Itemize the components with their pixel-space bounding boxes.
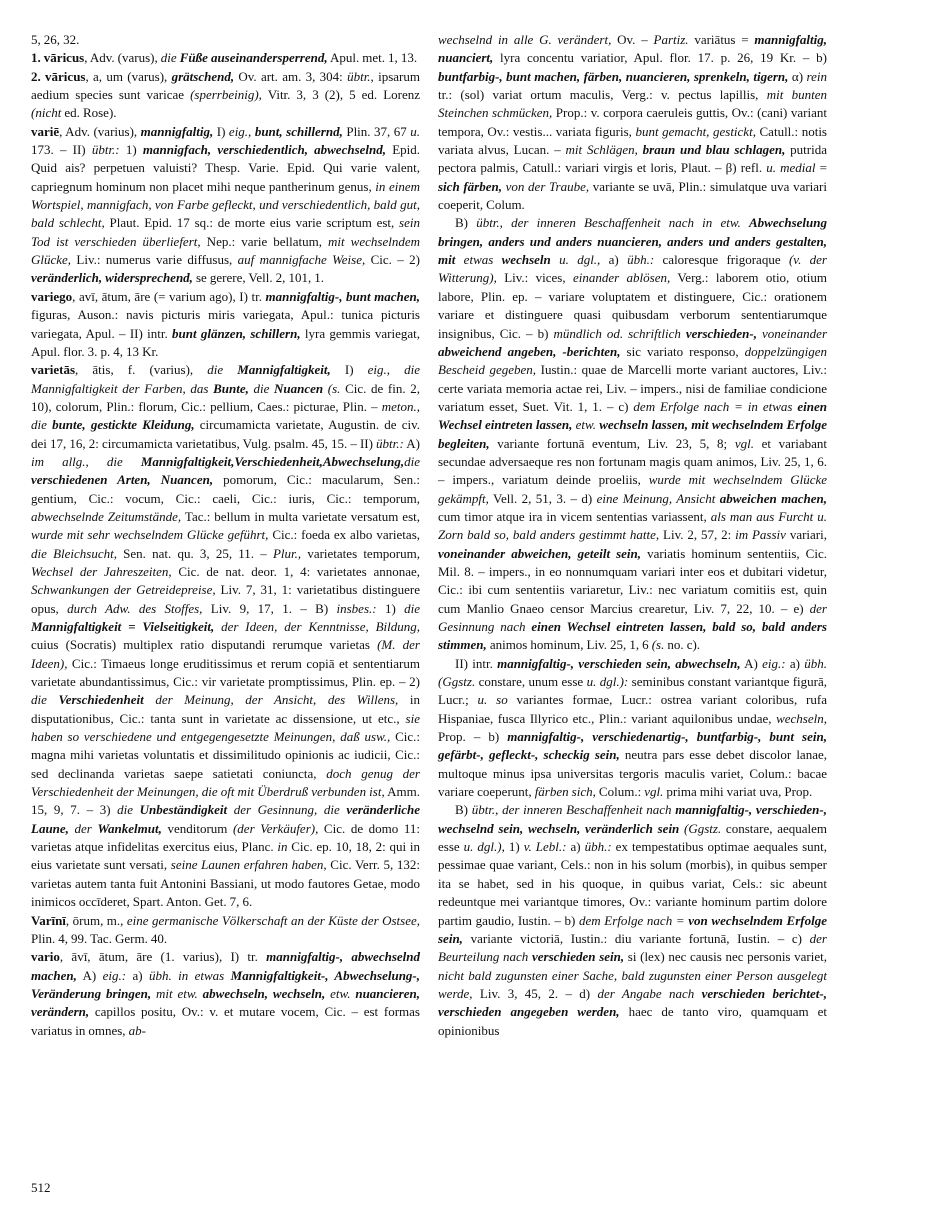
entry-paragraph: B) übtr., der inneren Beschaffenheit nach mannigfaltig-, verschieden-, wechselnd sein, wechseln, veränderlich sein (Ggstz. constare, aequalem esse u. dgl.), 1) v. Lebl.: a) übh.: ex tempestatibus optimae aequales sunt, pessimae quae variant, Cels.: non in his solum (morbis), in quibus semper ita se habet, sed in his quoque, in quibus variat, Cels.: sic abeunt redeuntque mei variantque timores, Ov.: variante hominum partim dolore partim gaudio, Iustin. – b) dem Erfolge nach = von wechselndem Erfolge sein, variante victoriā, Iustin.: diu variante fortunā, Iustin. – c) der Beurteilung nach verschieden sein, si (lex) nec causis nec personis variet, nicht bald zugunsten einer Sache, bald zugunsten einer Person ausgelegt werde, Liv. 3, 45, 2. – d) der Angabe nach verschieden berichtet-, verschieden angegeben werden, haec de tanto viro, quamquam et opinionibus (438, 802, 828, 1038)
dictionary-entry: variego, avī, ātum, āre (= varium ago), I) tr. mannigfaltig-, bunt machen, figuras, Auson.: navis picturis miris variegata, Apul.: tunica picturis variegata, Apul. – II) intr. bunt glänzen, schillern, lyra gemmis variegat, Apul. flor. 3. p. 4, 13 Kr. (31, 288, 420, 359)
entry-paragraph: 5, 26, 32. (31, 32, 80, 47)
entry-paragraph: II) intr. mannigfaltig-, verschieden sein, abwechseln, A) eig.: a) übh. (Ggstz. constare, unum esse u. dgl.): seminibus constant variantque figurā, Lucr.; u. so variantes formae, Lucr.: ostrea variant coloribus, rufa Hispaniae, fusca Illyrico etc., Plin.: variant aquilonibus undae, wechseln, Prop. – b) mannigfaltig-, verschiedenartig-, buntfarbig-, bunt sein, gefärbt-, gefleckt-, scheckig sein, neutra pars esse debet discolor lanae, multoque minus ipsa universitas tergoris maculis variet, Colum.: bacae variare coeperunt, färben sich, Colum.: vgl. prima mihi variat uva, Prop. (438, 655, 828, 800)
entry-paragraph: wechselnd in alle G. verändert, Ov. – Partiz. variātus = mannigfaltig, nuanciert, lyra concentu variatior, Apul. flor. 17. p. 26, 19 Kr. – b) buntfarbig-, bunt machen, färben, nuancieren, sprenkeln, tigern, α) rein tr.: (sol) variat ortum maculis, Verg.: v. pectus lapillis, mit bunten Steinchen schmücken, Prop.: v. corpora caeruleis guttis, Ov.: (cani) variant tempora, Ov.: vestis... variata figuris, bunt gemacht, gestickt, Catull.: notis variata alvus, Lucan. – mit Schlägen, braun und blau schlagen, putrida pectora palmis, Catull.: variari virgis et loris, Plaut. – β) refl. u. medial = sich färben, von der Traube, variante se uvā, Plin.: simulatque uva variari coeperit, Colum. (438, 32, 828, 213)
dictionary-entry: Varīnī, ōrum, m., eine germanische Völkerschaft an der Küste der Ostsee, Plin. 4, 99. Tac. Germ. 40. (31, 912, 420, 946)
dictionary-entry: 2. vāricus, a, um (varus), grätschend, Ov. art. am. 3, 304: übtr., ipsarum aedium species sunt varicae (sperrbeinig), Vitr. 3, 3 (2), 5 ed. Lorenz (nicht ed. Rose). (31, 68, 421, 121)
dictionary-entry: variē, Adv. (varius), mannigfaltig, I) eig., bunt, schillernd, Plin. 37, 67 u. 173. – II) übtr.: 1) mannigfach, verschiedentlich, abwechselnd, Epid. Quid ais? perpetuen valuisti? Thesp. Varie. Epid. Qui varie valent, capriegnum hominum non placet mihi neque pantherinum genus, in einem Wortspiel, mannigfach, von Farbe gefleckt, und verschiedentlich, bald gut, bald schlecht, Plaut. Epid. 17 sq.: de morte eius varie scriptum est, sein Tod ist verschieden überliefert, Nep.: varie bellatum, mit wechselndem Glücke, Liv.: numerus varie diffusus, auf mannigfache Weise, Cic. – 2) veränderlich, widersprechend, se gerere, Vell. 2, 101, 1. (31, 123, 421, 286)
page-number: 512 (31, 1180, 51, 1195)
entry-paragraph: B) übtr., der inneren Beschaffenheit nach in etw. Abwechselung bringen, anders und anders nuancieren, anders und anders gestalten, mit etwas wechseln u. dgl., a) übh.: caloresque frigoraque (v. der Witterung), Liv.: vices, einander ablösen, Verg.: laborem otio, otium labore, Plin. ep. – variare voluptatem et distinguere, Cic.: orationem variare et distinguere quasi quibusdam verborum sententiarumque insignibus, Cic. – b) mündlich od. schriftlich verschieden-, voneinander abweichend angeben, -berichten, sic variato responso, doppelzüngigen Bescheid gegeben, Iustin.: quae de Marcelli morte variant auctores, Liv.: certe variata memoria actae rei, Liv. – impers., nisi de familiae condicione variatum esset, Suet. Vit. 1, 1. – c) dem Erfolge nach = in etwas einen Wechsel eintreten lassen, etw. wechseln lassen, mit wechselndem Erfolge begleiten, variante fortunā eventum, Liv. 23, 5, 8; vgl. et variabant secundae adversaeque res non fortunam magis quam animos, Liv. 25, 1, 6. – impers., variatum deinde proeliis, wurde mit wechselndem Glücke gekämpft, Vell. 2, 51, 3. – d) eine Meinung, Ansicht abweichen machen, cum timor atque ira in vicem sententias variassent, als man aus Furcht u. Zorn bald so, bald anders gestimmt hatte, Liv. 2, 57, 2: im Passiv variari, voneinander abweichen, geteilt sein, variatis hominum sententiis, Cic. Mil. 8. – impers., in eo nonnumquam variari inter eos et dubitari videtur, Cic.: ibi cum sententiis variaretur, Liv.: nec variatum comitiis est, quin cum Manlio Gnaeo censor Marcius crearetur, Liv. 7, 22, 10. – e) der Gesinnung nach einen Wechsel eintreten lassen, bald so, bald anders stimmen, animos hominum, Liv. 25, 1, 6 (s. no. c). (438, 215, 828, 653)
dictionary-entry: 1. vāricus, Adv. (varus), die Füße auseinandersperrend, Apul. met. 1, 13. (31, 50, 418, 66)
right-column (438, 31, 827, 1040)
left-column (31, 31, 420, 1040)
dictionary-entry: varietās, ātis, f. (varius), die Mannigfaltigkeit, I) eig., die Mannigfaltigkeit der Farben, das Bunte, die Nuancen (s. Cic. de fin. 2, 10), colorum, Plin.: florum, Cic.: pellium, Caes.: picturae, Plin. – meton., die bunte, gestickte Kleidung, circumamicta varietate, Augustin. de civ. dei 17, 16, 2: circumamicta varietatibus, Vulg. psalm. 45, 15. – II) übtr.: A) im allg., die Mannigfaltigkeit,Verschiedenheit,Abwechselung,die verschiedenen Arten, Nuancen, pomorum, Cic.: macularum, Sen.: gentium, Cic.: vocum, Cic.: caeli, Cic.: iuris, Cic.: temporum, abwechselnde Zeitumstände, Tac.: bellum in multa varietate versatum est, wurde mit sehr wechselndem Glücke geführt, Cic.: foeda ex albo varietas, die Bleichsucht, Sen. nat. qu. 3, 25, 11. – Plur., varietates temporum, Wechsel der Jahreszeiten, Cic. de nat. deor. 1, 4: varietates annonae, Schwankungen der Getreidepreise, Liv. 7, 31, 1: varietatibus distinguere opus, durch Adw. des Stoffes, Liv. 9, 17, 1. – B) insbes.: 1) die Mannigfaltigkeit = Vielseitigkeit, der Ideen, der Kenntnisse, Bildung, cuius (Socratis) multiplex ratio disputandi rerumque varietas (M. der Ideen), Cic.: Timaeus longe eruditissimus et rerum copiā et sententiarum varietate abundantissimus, Cic.: vir varietate promptissimus, Plin. ep. – 2) die Verschiedenheit der Meinung, der Ansicht, des Willens, in disputationibus, Cic.: tanta sunt in varietate ac dissensione, ut etc., sie haben so verschiedene und entgegengesetzte Meinungen, daß usw., Cic.: magna mihi varietas voluntatis et dissimilitudo opinionis ac iudicii, Cic.: sed declinanda varietas saepe satietati coniuncta, doch genug der Verschiedenheit der Meinungen, die oft mit Überdruß verbunden ist, Amm. 15, 9, 7. – 3) die Unbeständigkeit der Gesinnung, die veränderliche Laune, der Wankelmut, venditorum (der Verkäufer), Cic. de domo 11: varietas atque infidelitas exercitus eius, Planc. in Cic. ep. 10, 18, 2: qui in eius varietate sunt versati, seine Launen erfahren haben, Cic. Verr. 5, 132: varietas autem tanta fuit Antonini Bassiani, ut modo fautores Getae, modo inimicos occīderet, Spart. Anton. Get. 7, 6. (31, 362, 421, 910)
dictionary-entry: vario, āvī, ātum, āre (1. varius), I) tr. mannigfaltig-, abwechselnd machen, A) eig.: a) übh. in etwas Mannigfaltigkeit-, Abwechselung-, Veränderung bringen, mit etw. abwechseln, wechseln, etw. nuancieren, verändern, capillos positu, Ov.: v. et mutare vocem, Cic. – est formas variatus in omnes, ab- (31, 949, 421, 1038)
